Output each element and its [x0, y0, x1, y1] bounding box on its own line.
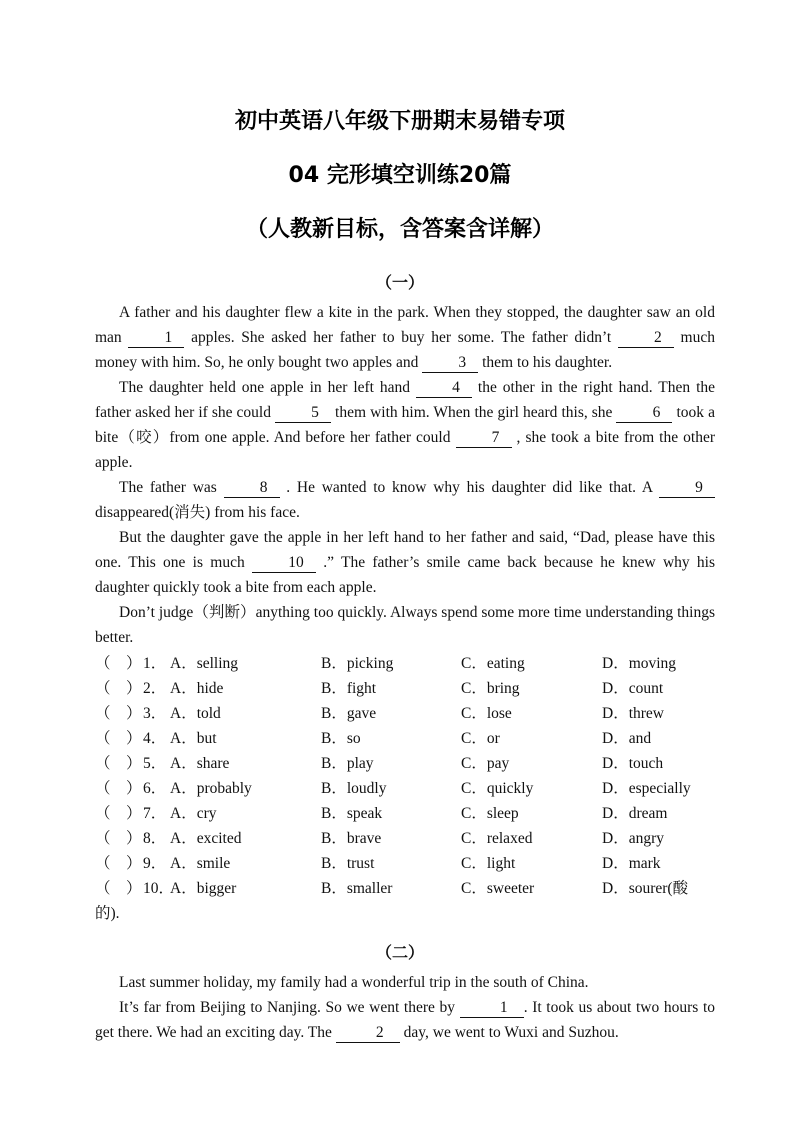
- option-a[interactable]: A．bigger: [170, 880, 237, 897]
- option-a[interactable]: A．share: [170, 755, 230, 772]
- paragraph: But the daughter gave the apple in her left hand to her father and said, “Dad, please have this one. This one is much 10 .” The father’s smile came back because he knew why his daughter quickly took a bite from each apple.: [95, 529, 716, 596]
- question-row: [95, 726, 735, 751]
- option-d[interactable]: D．count: [602, 680, 664, 697]
- passage-2: [95, 970, 715, 1045]
- option-b[interactable]: B．loudly: [321, 780, 387, 797]
- option-a[interactable]: A．hide: [170, 680, 224, 697]
- question-number: 4．: [143, 730, 167, 747]
- option-b[interactable]: B．brave: [321, 830, 382, 847]
- answer-bracket[interactable]: （ ）: [95, 880, 142, 897]
- paragraph: Last summer holiday, my family had a wonderful trip in the south of China.: [119, 974, 589, 991]
- answer-bracket[interactable]: （ ）: [95, 705, 142, 722]
- paragraph: A father and his daughter flew a kite in the park. When they stopped, the daughter saw an old man 1 apples. She asked her father to buy her some. The father didn’t 2 much money with him. So, he only bought two apples and 3 them to his daughter.: [95, 304, 715, 371]
- question-number: 6．: [143, 780, 167, 797]
- paragraph: The daughter held one apple in her left hand 4 the other in the right hand. Then the father asked her if she could 5 them with him. When the girl heard this, she 6 took a bite（咬）from one apple. And before her father could 7 , she took a bite from the other apple.: [95, 379, 715, 471]
- option-b[interactable]: B．gave: [321, 705, 377, 722]
- option-c[interactable]: C．or: [461, 730, 500, 747]
- section-heading-2: （二）: [375, 943, 424, 962]
- answer-blank[interactable]: 2: [336, 1024, 400, 1043]
- answer-blank[interactable]: 7: [456, 429, 512, 448]
- question-number: 2．: [143, 680, 167, 697]
- question-row: [95, 701, 735, 726]
- section-heading-1: （一）: [375, 273, 424, 292]
- answer-blank[interactable]: 1: [460, 999, 524, 1018]
- option-a[interactable]: A．smile: [170, 855, 231, 872]
- option-a[interactable]: A．probably: [170, 780, 252, 797]
- paragraph: The father was 8 . He wanted to know why his daughter did like that. A 9 disappeared(消失) from his face.: [95, 475, 715, 525]
- question-number: 7．: [143, 805, 167, 822]
- option-c[interactable]: C．bring: [461, 680, 520, 697]
- answer-blank[interactable]: 9: [659, 479, 715, 498]
- answer-blank[interactable]: 5: [275, 404, 331, 423]
- option-d[interactable]: D．especially: [602, 780, 691, 797]
- question-list: [95, 651, 735, 901]
- option-c[interactable]: C．lose: [461, 705, 512, 722]
- document-title: 初中英语八年级下册期末易错专项: [234, 109, 565, 134]
- answer-blank[interactable]: 1: [128, 329, 184, 348]
- option-d[interactable]: D．sourer(酸: [602, 880, 689, 897]
- option-d[interactable]: D．threw: [602, 705, 664, 722]
- option-c[interactable]: C．quickly: [461, 780, 534, 797]
- answer-blank[interactable]: 2: [618, 329, 674, 348]
- option-c[interactable]: C．light: [461, 855, 516, 872]
- question-number: 8．: [143, 830, 167, 847]
- answer-bracket[interactable]: （ ）: [95, 780, 142, 797]
- paragraph: Don’t judge（判断）anything too quickly. Always spend some more time understanding things better.: [95, 604, 715, 646]
- answer-bracket[interactable]: （ ）: [95, 830, 142, 847]
- question-row: [95, 826, 735, 851]
- question-10-continuation: 的).: [95, 905, 120, 922]
- question-row: [95, 676, 735, 701]
- question-number: 9．: [143, 855, 167, 872]
- question-row: [95, 801, 735, 826]
- question-row: [95, 851, 735, 876]
- option-b[interactable]: B．play: [321, 755, 374, 772]
- question-row: [95, 751, 735, 776]
- answer-blank[interactable]: 6: [616, 404, 672, 423]
- answer-blank[interactable]: 10: [252, 554, 316, 573]
- question-number: 1．: [143, 655, 167, 672]
- answer-bracket[interactable]: （ ）: [95, 680, 142, 697]
- option-b[interactable]: B．so: [321, 730, 361, 747]
- paragraph: It’s far from Beijing to Nanjing. So we went there by 1 . It took us about two hours to get there. We had an exciting day. The 2 day, we went to Wuxi and Suzhou.: [95, 999, 715, 1041]
- document-subtitle: 04 完形填空训练20篇: [288, 163, 512, 188]
- option-b[interactable]: B．trust: [321, 855, 375, 872]
- option-c[interactable]: C．relaxed: [461, 830, 533, 847]
- option-c[interactable]: C．sweeter: [461, 880, 535, 897]
- answer-blank[interactable]: 3: [422, 354, 478, 373]
- option-d[interactable]: D．touch: [602, 755, 664, 772]
- question-row: [95, 651, 735, 676]
- answer-bracket[interactable]: （ ）: [95, 805, 142, 822]
- option-a[interactable]: A．told: [170, 705, 221, 722]
- answer-blank[interactable]: 8: [224, 479, 280, 498]
- answer-blank[interactable]: 4: [416, 379, 472, 398]
- document-subtitle-note: （人教新目标，含答案含详解）: [245, 217, 554, 242]
- answer-bracket[interactable]: （ ）: [95, 855, 142, 872]
- option-a[interactable]: A．but: [170, 730, 217, 747]
- question-row: [95, 876, 735, 901]
- question-row: [95, 776, 735, 801]
- option-d[interactable]: D．mark: [602, 855, 661, 872]
- option-a[interactable]: A．selling: [170, 655, 239, 672]
- option-d[interactable]: D．and: [602, 730, 652, 747]
- question-number: 5．: [143, 755, 167, 772]
- option-a[interactable]: A．excited: [170, 830, 242, 847]
- answer-bracket[interactable]: （ ）: [95, 730, 142, 747]
- question-number: 3．: [143, 705, 167, 722]
- passage-1: [95, 300, 715, 650]
- option-b[interactable]: B．picking: [321, 655, 394, 672]
- option-b[interactable]: B．fight: [321, 680, 377, 697]
- option-a[interactable]: A．cry: [170, 805, 217, 822]
- option-c[interactable]: C．pay: [461, 755, 510, 772]
- option-d[interactable]: D．angry: [602, 830, 664, 847]
- answer-bracket[interactable]: （ ）: [95, 655, 142, 672]
- option-b[interactable]: B．smaller: [321, 880, 393, 897]
- option-c[interactable]: C．sleep: [461, 805, 519, 822]
- option-c[interactable]: C．eating: [461, 655, 525, 672]
- question-number: 10．: [143, 880, 175, 897]
- option-d[interactable]: D．dream: [602, 805, 668, 822]
- option-d[interactable]: D．moving: [602, 655, 677, 672]
- answer-bracket[interactable]: （ ）: [95, 755, 142, 772]
- option-b[interactable]: B．speak: [321, 805, 383, 822]
